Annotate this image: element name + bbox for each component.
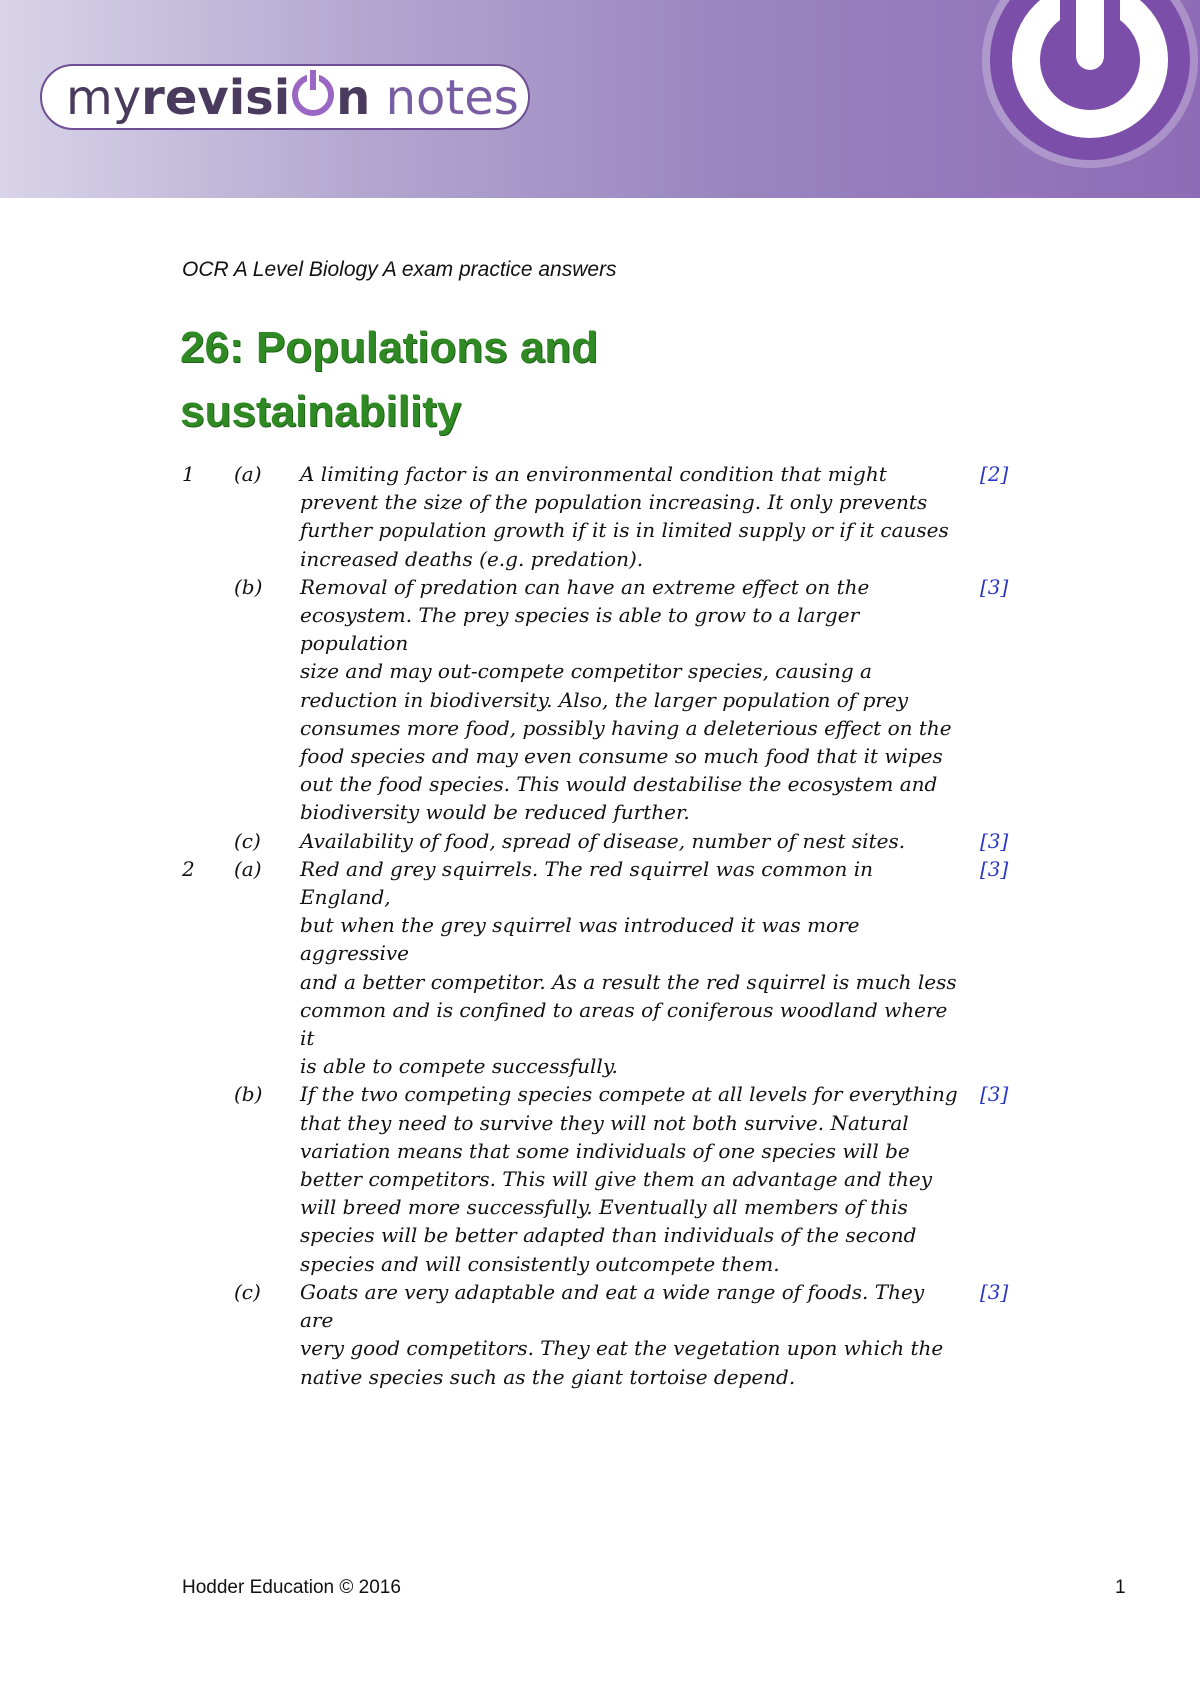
answer-line: that they need to survive they will not both survive. Natural bbox=[300, 1110, 909, 1135]
answer-line: If the two competing species compete at all levels for everything bbox=[300, 1082, 958, 1107]
brand-logo bbox=[40, 64, 530, 130]
question-number bbox=[182, 827, 234, 855]
answer-line: size and may out-compete competitor species, causing a bbox=[300, 659, 872, 684]
logo-word-revision-start: revisi bbox=[141, 70, 291, 126]
question-part: (a) bbox=[234, 462, 262, 486]
footer-page-number: 1 bbox=[1115, 1577, 1126, 1598]
question-part: (c) bbox=[234, 1279, 261, 1304]
answer-text bbox=[300, 460, 960, 573]
answer-line: Removal of predation can have an extreme effect on the bbox=[300, 574, 870, 599]
answer-text bbox=[300, 1080, 960, 1277]
answer-line: reduction in biodiversity. Also, the larger population of prey bbox=[300, 687, 909, 712]
logo-word-my: my bbox=[66, 70, 142, 126]
answer-line: food species and may even consume so much food that it wipes bbox=[300, 744, 943, 769]
answers-list bbox=[182, 460, 1042, 1391]
answer-line: is able to compete successfully. bbox=[300, 1054, 618, 1079]
document-subtitle: OCR A Level Biology A exam practice answers bbox=[182, 258, 617, 281]
answer-line: very good competitors. They eat the vegetation upon which the bbox=[300, 1336, 944, 1361]
answer-line: ecosystem. The prey species is able to grow to a larger population bbox=[300, 603, 860, 656]
header-banner bbox=[0, 0, 1200, 198]
question-part: (c) bbox=[234, 828, 261, 853]
answer-line: prevent the size of the population increasing. It only prevents bbox=[300, 490, 928, 515]
answer-line: and a better competitor. As a result the red squirrel is much less bbox=[300, 969, 957, 994]
answer-line: will breed more successfully. Eventually all members of this bbox=[300, 1195, 908, 1220]
logo-word-revision-end: n bbox=[336, 70, 371, 126]
question-part: (b) bbox=[234, 1082, 263, 1107]
answer-text bbox=[300, 855, 960, 1081]
answer-line: species and will consistently outcompete them. bbox=[300, 1251, 780, 1276]
question-number bbox=[182, 1080, 234, 1277]
answer-row bbox=[182, 460, 1042, 573]
mark-allocation: [3] bbox=[980, 828, 1009, 853]
mark-allocation: [3] bbox=[980, 856, 1009, 881]
answer-row bbox=[182, 1080, 1042, 1277]
answer-line: increased deaths (e.g. predation). bbox=[300, 546, 644, 571]
answer-line: A limiting factor is an environmental condition that might bbox=[300, 462, 887, 486]
answer-line: consumes more food, possibly having a deleterious effect on the bbox=[300, 715, 952, 740]
power-icon-bar bbox=[1076, 0, 1104, 70]
mark-allocation: [3] bbox=[980, 1082, 1009, 1107]
answer-line: Availability of food, spread of disease, number of nest sites. bbox=[300, 828, 906, 853]
answer-row bbox=[182, 1278, 1042, 1391]
question-number: 2 bbox=[182, 856, 195, 881]
power-o-icon bbox=[292, 74, 334, 116]
answer-line: species will be better adapted than individuals of the second bbox=[300, 1223, 917, 1248]
answer-row bbox=[182, 573, 1042, 827]
page-title-line-1: 26: Populations and bbox=[180, 323, 599, 372]
mark-allocation: [3] bbox=[980, 574, 1009, 599]
question-part: (b) bbox=[234, 574, 263, 599]
answer-line: variation means that some individuals of one species will be bbox=[300, 1138, 910, 1163]
answer-text bbox=[300, 827, 960, 855]
answer-line: native species such as the giant tortoise depend. bbox=[300, 1364, 796, 1389]
answer-line: better competitors. This will give them an advantage and they bbox=[300, 1167, 933, 1192]
question-part: (a) bbox=[234, 856, 262, 881]
mark-allocation: [3] bbox=[980, 1279, 1009, 1304]
page-title bbox=[180, 316, 880, 444]
footer-publisher: Hodder Education © 2016 bbox=[182, 1577, 401, 1598]
answer-line: but when the grey squirrel was introduced it was more aggressive bbox=[300, 913, 860, 966]
logo-word-notes: notes bbox=[385, 70, 519, 126]
answer-line: out the food species. This would destabilise the ecosystem and bbox=[300, 772, 938, 797]
question-number bbox=[182, 1278, 234, 1391]
answer-line: further population growth if it is in limited supply or if it causes bbox=[300, 518, 949, 543]
page-title-line-2: sustainability bbox=[180, 387, 462, 436]
answer-row bbox=[182, 855, 1042, 1081]
answer-text bbox=[300, 573, 960, 827]
answer-line: Red and grey squirrels. The red squirrel was common in England, bbox=[300, 856, 873, 910]
mark-allocation: [2] bbox=[980, 462, 1009, 486]
question-number bbox=[182, 573, 234, 827]
answer-text bbox=[300, 1278, 960, 1391]
brand-logo-text bbox=[66, 70, 519, 126]
answer-line: Goats are very adaptable and eat a wide range of foods. They are bbox=[300, 1279, 925, 1333]
answer-line: common and is confined to areas of coniferous woodland where it bbox=[300, 997, 948, 1051]
power-icon bbox=[990, 0, 1190, 160]
answer-row bbox=[182, 827, 1042, 855]
answer-line: biodiversity would be reduced further. bbox=[300, 800, 690, 825]
question-number: 1 bbox=[182, 462, 195, 486]
